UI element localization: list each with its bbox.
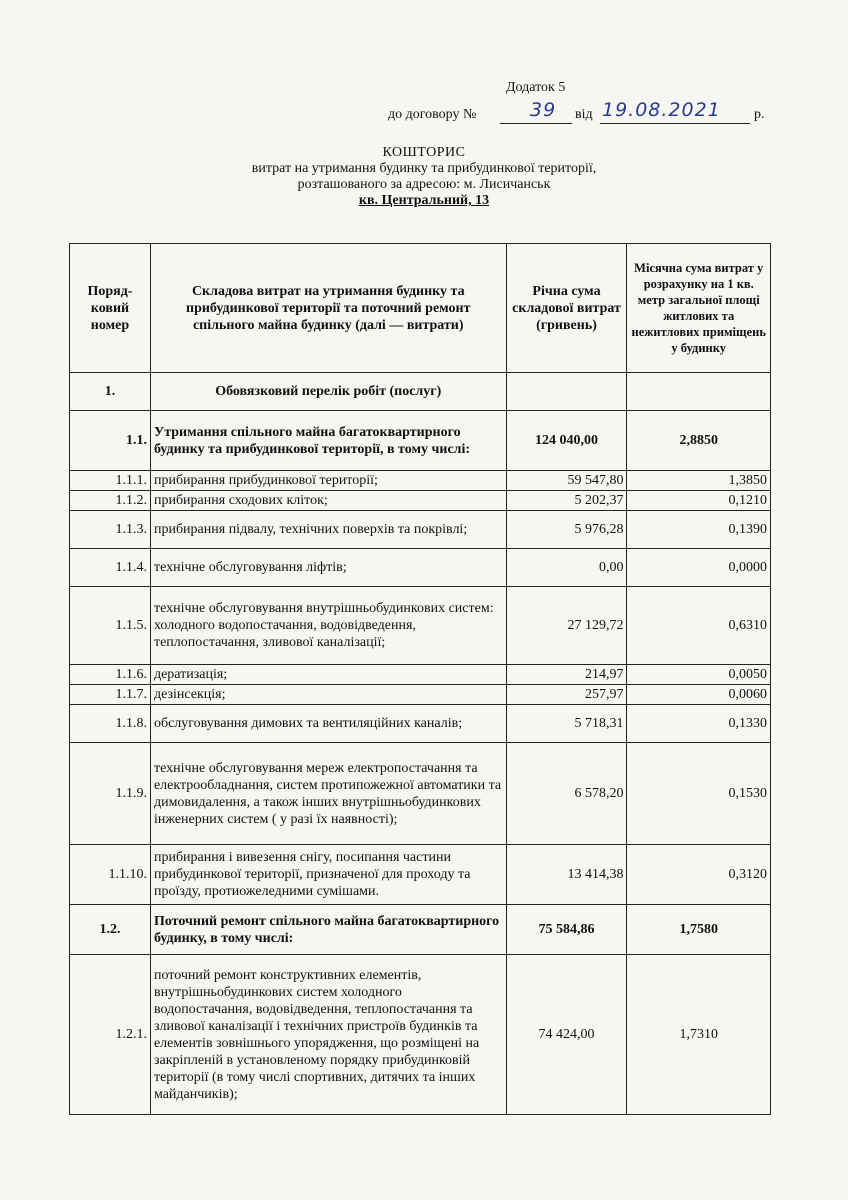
row-monthly: 1,3850: [627, 471, 771, 491]
header-number: Поряд-ковий номер: [70, 244, 151, 373]
table-row: [70, 905, 771, 955]
section-title: Обовязковий перелік робіт (послуг): [150, 373, 506, 411]
row-number: 1.1.2.: [70, 491, 151, 511]
header-description: Складова витрат на утримання будинку та прибудинкової території та поточний ремонт спільного майна будинку (далі — витрати): [150, 244, 506, 373]
table-row: [70, 665, 771, 685]
row-annual: 124 040,00: [506, 411, 627, 471]
row-number: 1.1.5.: [70, 587, 151, 665]
table-row: [70, 587, 771, 665]
estimate-table: [69, 243, 771, 1115]
row-number: 1.2.1.: [70, 955, 151, 1115]
contract-number: 39: [530, 99, 557, 121]
table-row: [70, 491, 771, 511]
title-line-3: розташованого за адресою: м. Лисичанськ: [297, 177, 551, 192]
row-description: дератизація;: [150, 665, 506, 685]
row-description: технічне обслуговування ліфтів;: [150, 549, 506, 587]
row-description: технічне обслуговування внутрішньобудинкових систем: холодного водопостачання, водовідведення, теплопостачання, зливової каналізації;: [150, 587, 506, 665]
row-number: 1.1.8.: [70, 705, 151, 743]
row-description: технічне обслуговування мереж електропостачання та електрообладнання, систем протипожежної автоматики та димовидалення, а також інших внутрішньобудинкових інженерних систем ( у разі їх наявності);: [150, 743, 506, 845]
row-description: обслуговування димових та вентиляційних каналів;: [150, 705, 506, 743]
row-description: прибирання і вивезення снігу, посипання частини прибудинкової території, призначеної для проходу та проїзду, протиожеледними сумішами.: [150, 845, 506, 905]
table-row: [70, 549, 771, 587]
section-number: 1.: [70, 373, 151, 411]
row-annual: 6 578,20: [506, 743, 627, 845]
table-row: [70, 511, 771, 549]
row-description: прибирання сходових кліток;: [150, 491, 506, 511]
row-monthly: 2,8850: [627, 411, 771, 471]
title-line-4: кв. Центральний, 13: [358, 193, 490, 208]
contract-date-prefix: від: [575, 107, 593, 122]
row-annual: 0,00: [506, 549, 627, 587]
contract-prefix: до договору №: [388, 107, 477, 122]
table-row: [70, 471, 771, 491]
addendum-label: Додаток 5: [506, 80, 566, 95]
row-number: 1.1.3.: [70, 511, 151, 549]
table-row: [70, 685, 771, 705]
table-header-row: [70, 244, 771, 373]
row-monthly: 0,1530: [627, 743, 771, 845]
row-number: 1.1.4.: [70, 549, 151, 587]
section-row: [70, 373, 771, 411]
contract-number-field: [500, 99, 572, 124]
table-row: [70, 955, 771, 1115]
contract-suffix: р.: [754, 107, 765, 122]
row-description: Утримання спільного майна багатоквартирного будинку та прибудинкової території, в тому числі:: [150, 411, 506, 471]
row-number: 1.2.: [70, 905, 151, 955]
document-title: [0, 145, 848, 209]
row-annual: 257,97: [506, 685, 627, 705]
header-annual: Річна сума складової витрат (гривень): [506, 244, 627, 373]
row-monthly: 1,7580: [627, 905, 771, 955]
row-annual: 75 584,86: [506, 905, 627, 955]
contract-reference: [0, 99, 848, 127]
row-number: 1.1.: [70, 411, 151, 471]
row-monthly: 0,0000: [627, 549, 771, 587]
row-number: 1.1.10.: [70, 845, 151, 905]
row-monthly: 0,1390: [627, 511, 771, 549]
row-annual: 27 129,72: [506, 587, 627, 665]
row-monthly: 0,6310: [627, 587, 771, 665]
table-row: [70, 845, 771, 905]
row-annual: 74 424,00: [506, 955, 627, 1115]
row-monthly: 0,1330: [627, 705, 771, 743]
row-number: 1.1.7.: [70, 685, 151, 705]
title-line-1: КОШТОРИС: [382, 145, 466, 160]
row-annual: 5 976,28: [506, 511, 627, 549]
header-monthly: Місячна сума витрат у розрахунку на 1 кв. метр загальної площі житлових та нежитлових приміщень у будинку: [627, 244, 771, 373]
row-number: 1.1.6.: [70, 665, 151, 685]
table-row: [70, 411, 771, 471]
row-annual: 214,97: [506, 665, 627, 685]
row-monthly: 0,0050: [627, 665, 771, 685]
row-monthly: 0,0060: [627, 685, 771, 705]
table-row: [70, 743, 771, 845]
contract-date: 19.08.2021: [602, 99, 721, 121]
row-number: 1.1.1.: [70, 471, 151, 491]
row-description: прибирання підвалу, технічних поверхів та покрівлі;: [150, 511, 506, 549]
row-annual: 13 414,38: [506, 845, 627, 905]
row-annual: 59 547,80: [506, 471, 627, 491]
row-monthly: 0,1210: [627, 491, 771, 511]
contract-date-field: [600, 99, 750, 124]
row-description: прибирання прибудинкової території;: [150, 471, 506, 491]
title-line-2: витрат на утримання будинку та прибудинкової території,: [251, 161, 597, 176]
row-monthly: 1,7310: [627, 955, 771, 1115]
row-number: 1.1.9.: [70, 743, 151, 845]
row-description: поточний ремонт конструктивних елементів, внутрішньобудинкових систем холодного водопостачання, водовідведення, теплопостачання та зливової каналізації і технічних пристроїв будинків та елементів зовнішнього упорядження, що розміщені на закріпленій в установленому порядку прибудинковій території (в тому числі спортивних, дитячих та інших майданчиків);: [150, 955, 506, 1115]
table-row: [70, 705, 771, 743]
row-annual: 5 202,37: [506, 491, 627, 511]
row-annual: 5 718,31: [506, 705, 627, 743]
row-monthly: 0,3120: [627, 845, 771, 905]
row-description: дезінсекція;: [150, 685, 506, 705]
row-description: Поточний ремонт спільного майна багатоквартирного будинку, в тому числі:: [150, 905, 506, 955]
